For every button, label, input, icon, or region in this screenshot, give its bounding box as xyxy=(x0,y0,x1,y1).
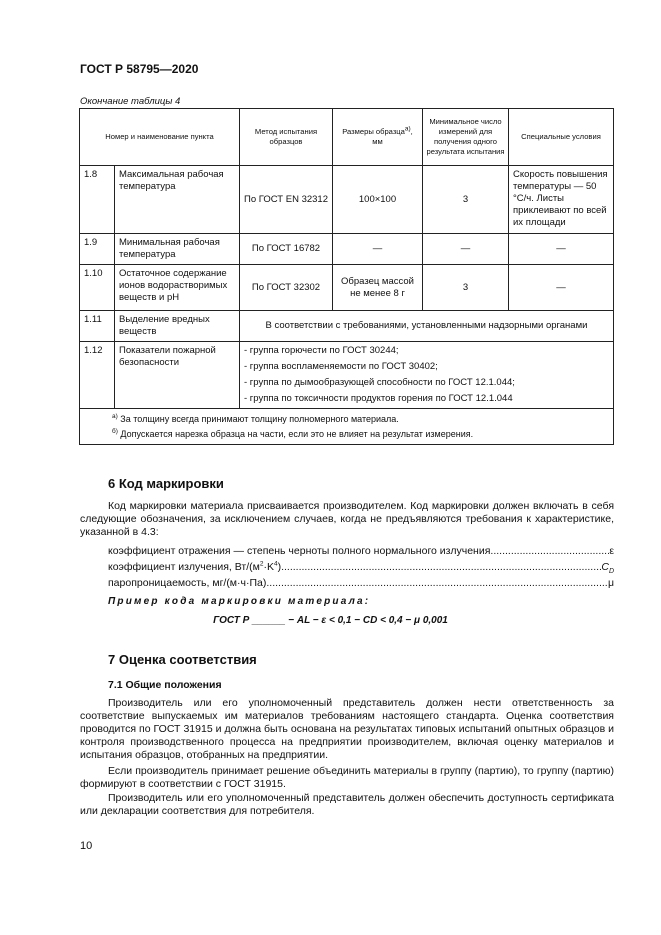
table-row xyxy=(80,265,614,311)
row-size: 100×100 xyxy=(333,166,423,234)
table-row xyxy=(80,311,614,342)
section-7-1-title: 7.1 Общие положения xyxy=(108,679,222,691)
list-item: - группа по токсичности продуктов горения по ГОСТ 12.1.044 xyxy=(244,393,513,404)
marking-line-vapor: паропроницаемость, мг/(м·ч·Па) ..... μ xyxy=(108,577,614,590)
row-method: По ГОСТ 32302 xyxy=(240,265,333,311)
row-number: 1.12 xyxy=(80,342,115,409)
marking-line-emission: коэффициент излучения, $Вт/(м^2\cdot K^4)$ ..... $C_D$ xyxy=(108,561,614,578)
row-number: 1.11 xyxy=(80,311,115,342)
row-min: — xyxy=(423,234,509,265)
table-header-row xyxy=(80,109,614,166)
table-row xyxy=(80,342,614,409)
row-name: Минимальная рабочая температура xyxy=(115,234,240,265)
row-special: — xyxy=(509,234,614,265)
marking-example-formula: ГОСТ Р ______ − AL − ε < 0,1 − CD < 0,4 − μ 0,001 xyxy=(213,615,448,626)
marking-example-title: Пример кода маркировки материала: xyxy=(108,596,371,607)
marking-line-reflection: коэффициент отражения — степень черноты полного нормального излучения ..... ε xyxy=(108,545,614,558)
table-row xyxy=(80,166,614,234)
section-7-paragraph: Если производитель принимает решение объединить материалы в группу (партию), то группу (партию) формируют в соответствии с ГОСТ 31915. xyxy=(80,765,614,790)
row-fire-safety-list xyxy=(240,342,614,409)
row-method: По ГОСТ EN 32312 xyxy=(240,166,333,234)
row-special: — xyxy=(509,265,614,311)
footnote: $^{а)}$ За толщину всегда принимают толщину полномерного материала. xyxy=(112,413,399,424)
table-4 xyxy=(79,108,614,445)
row-merged-requirements: В соответствии с требованиями, установленными надзорными органами xyxy=(240,311,614,342)
row-name: Максимальная рабочая температура xyxy=(115,166,240,234)
page-number: 10 xyxy=(80,840,93,852)
row-number: 1.10 xyxy=(80,265,115,311)
table-row xyxy=(80,234,614,265)
row-method: По ГОСТ 16782 xyxy=(240,234,333,265)
row-number: 1.9 xyxy=(80,234,115,265)
list-item: - группа по дымообразующей способности по ГОСТ 12.1.044; xyxy=(244,377,515,388)
table-footnotes xyxy=(80,409,614,445)
row-name: Показатели пожарной безопасности xyxy=(115,342,240,409)
header-size: Размеры образца$^{а)}$, мм xyxy=(333,109,423,166)
footnote: $^{б)}$ Допускается нарезка образца на части, если это не влияет на результат измерения. xyxy=(112,428,474,439)
row-size: — xyxy=(333,234,423,265)
list-item: - группа горючести по ГОСТ 30244; xyxy=(244,345,399,356)
header-min-measurements: Минимальное число измерений для получения одного результата испытания xyxy=(423,109,509,166)
section-7-paragraph: Производитель или его уполномоченный представитель должен обеспечить доступность сертификата или декларации соответствия для потребителя. xyxy=(80,792,614,817)
row-name: Выделение вредных веществ xyxy=(115,311,240,342)
row-number: 1.8 xyxy=(80,166,115,234)
header-special: Специальные условия xyxy=(509,109,614,166)
row-special: Скорость повышения температуры — 50 °С/ч. Листы приклеивают по всей их площади xyxy=(509,166,614,234)
row-min: 3 xyxy=(423,166,509,234)
row-min: 3 xyxy=(423,265,509,311)
row-size: Образец массой не менее 8 г xyxy=(333,265,423,311)
header-item: Номер и наименование пункта xyxy=(80,109,240,166)
section-6-intro: Код маркировки материала присваивается производителем. Код маркировки должен включать в себя следующие обозначения, за исключением случаев, когда не предъявляются требования к характеристике, указанной в 4.3: xyxy=(80,500,614,538)
section-6-title: 6 Код маркировки xyxy=(108,476,224,491)
row-name: Остаточное содержание ионов водорастворимых веществ и рН xyxy=(115,265,240,311)
section-7-paragraph: Производитель или его уполномоченный представитель должен нести ответственность за соответствие выпускаемых им материалов требованиям настоящего стандарта. Оценка соответствия проводится по ГОСТ 31915 и должна быть основана на результатах типовых испытаний опытных образцов и контроля производственного процесса на предприятии производителем, включая оценку материалов и испытания образцов, отобранных на предприятии. xyxy=(80,697,614,761)
table-caption: Окончание таблицы 4 xyxy=(80,96,181,107)
list-item: - группа воспламеняемости по ГОСТ 30402; xyxy=(244,361,438,372)
header-method: Метод испытания образцов xyxy=(240,109,333,166)
section-7-title: 7 Оценка соответствия xyxy=(108,652,257,667)
document-header: ГОСТ Р 58795—2020 xyxy=(80,62,199,76)
